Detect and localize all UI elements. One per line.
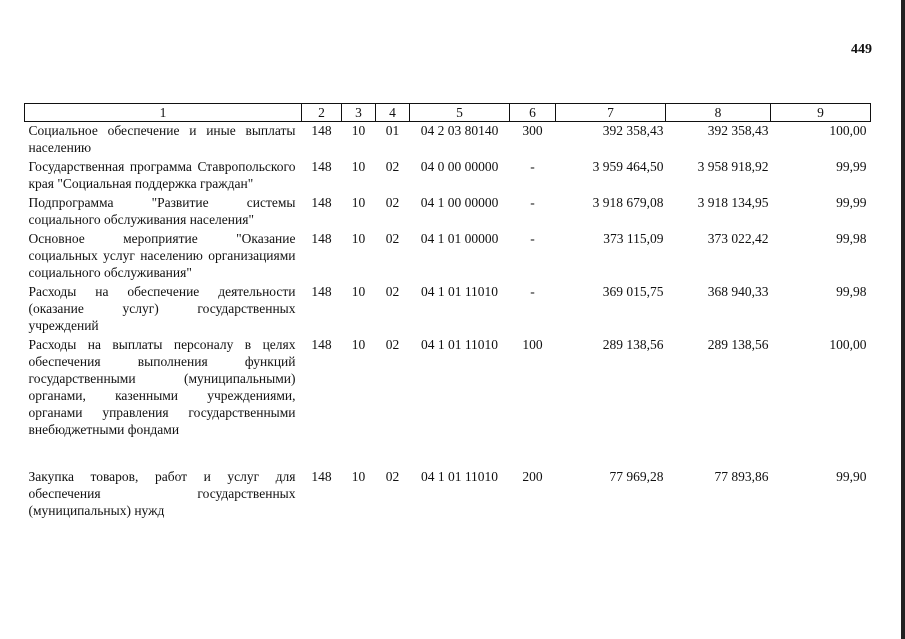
row-fact: 3 958 918,92 — [697, 159, 769, 174]
row-spacer — [25, 440, 871, 468]
row-percent: 99,90 — [836, 469, 867, 484]
row-name: Государственная программа Ставропольского края "Социальная поддержка граждан" — [28, 159, 296, 191]
row-type: - — [530, 159, 535, 174]
row-plan: 289 138,56 — [602, 337, 664, 352]
row-type: - — [530, 231, 535, 246]
row-target: 04 1 01 11010 — [420, 469, 499, 484]
row-section: 10 — [351, 284, 366, 299]
col-header-subsection: 4 — [376, 104, 410, 122]
col-header-section: 3 — [342, 104, 376, 122]
row-section: 10 — [351, 337, 366, 352]
row-subsection: 02 — [385, 195, 400, 210]
col-header-fact: 8 — [666, 104, 771, 122]
row-subsection: 02 — [385, 469, 400, 484]
row-type: 300 — [522, 123, 543, 138]
row-gov: 148 — [311, 123, 332, 138]
row-gov: 148 — [311, 159, 332, 174]
row-fact: 77 893,86 — [714, 469, 769, 484]
row-plan: 77 969,28 — [609, 469, 664, 484]
page-number: 449 — [851, 42, 872, 57]
table-row — [25, 468, 871, 521]
row-plan: 369 015,75 — [602, 284, 664, 299]
row-percent: 99,99 — [836, 195, 867, 210]
row-plan: 3 959 464,50 — [592, 159, 664, 174]
row-subsection: 02 — [385, 159, 400, 174]
row-plan: 373 115,09 — [603, 231, 664, 246]
row-percent: 100,00 — [829, 123, 867, 138]
row-section: 10 — [351, 123, 366, 138]
col-header-name: 1 — [25, 104, 302, 122]
row-percent: 100,00 — [829, 337, 867, 352]
row-section: 10 — [351, 231, 366, 246]
row-subsection: 02 — [385, 337, 400, 352]
row-name: Расходы на обеспечение деятельности (оказание услуг) государственных учреждений — [28, 284, 296, 333]
row-section: 10 — [351, 195, 366, 210]
row-fact: 392 358,43 — [707, 123, 769, 138]
row-name: Расходы на выплаты персоналу в целях обеспечения выполнения функций государственными (муниципальными) органами, казенными учреждениями, органами управления государственными внебюджетными фондами — [28, 337, 296, 437]
row-gov: 148 — [311, 337, 332, 352]
col-header-type: 6 — [510, 104, 556, 122]
row-type: - — [530, 195, 535, 210]
row-fact: 373 022,42 — [707, 231, 769, 246]
row-gov: 148 — [311, 231, 332, 246]
row-name: Социальное обеспечение и иные выплаты населению — [28, 123, 296, 155]
row-name: Подпрограмма "Развитие системы социального обслуживания населения" — [28, 195, 296, 227]
row-name: Закупка товаров, работ и услуг для обеспечения государственных (муниципальных) нужд — [28, 469, 296, 518]
row-target: 04 0 00 00000 — [420, 159, 499, 174]
row-subsection: 01 — [385, 123, 400, 138]
row-target: 04 1 01 00000 — [420, 231, 499, 246]
col-header-gov: 2 — [302, 104, 342, 122]
page-edge-shadow — [901, 0, 905, 639]
row-fact: 3 918 134,95 — [697, 195, 769, 210]
table-row — [25, 194, 871, 230]
row-percent: 99,98 — [836, 231, 867, 246]
row-target: 04 1 01 11010 — [420, 337, 499, 352]
table-row — [25, 230, 871, 283]
row-name: Основное мероприятие "Оказание социальных услуг населению организациями социального обслуживания" — [28, 231, 296, 280]
row-fact: 368 940,33 — [707, 284, 769, 299]
header-row — [25, 104, 871, 122]
row-target: 04 1 01 11010 — [420, 284, 499, 299]
row-target: 04 1 00 00000 — [420, 195, 499, 210]
table-row — [25, 336, 871, 440]
row-percent: 99,98 — [836, 284, 867, 299]
row-gov: 148 — [311, 469, 332, 484]
row-type: 100 — [522, 337, 543, 352]
row-plan: 392 358,43 — [602, 123, 664, 138]
row-plan: 3 918 679,08 — [592, 195, 664, 210]
row-fact: 289 138,56 — [707, 337, 769, 352]
row-subsection: 02 — [385, 231, 400, 246]
row-gov: 148 — [311, 195, 332, 210]
table-row — [25, 158, 871, 194]
col-header-target: 5 — [410, 104, 510, 122]
table-row — [25, 122, 871, 159]
col-header-plan: 7 — [556, 104, 666, 122]
row-section: 10 — [351, 469, 366, 484]
table-row — [25, 283, 871, 336]
row-subsection: 02 — [385, 284, 400, 299]
row-type: - — [530, 284, 535, 299]
row-percent: 99,99 — [836, 159, 867, 174]
row-target: 04 2 03 80140 — [420, 123, 499, 138]
row-section: 10 — [351, 159, 366, 174]
row-gov: 148 — [311, 284, 332, 299]
row-type: 200 — [522, 469, 543, 484]
col-header-percent: 9 — [771, 104, 871, 122]
budget-table — [24, 103, 871, 521]
